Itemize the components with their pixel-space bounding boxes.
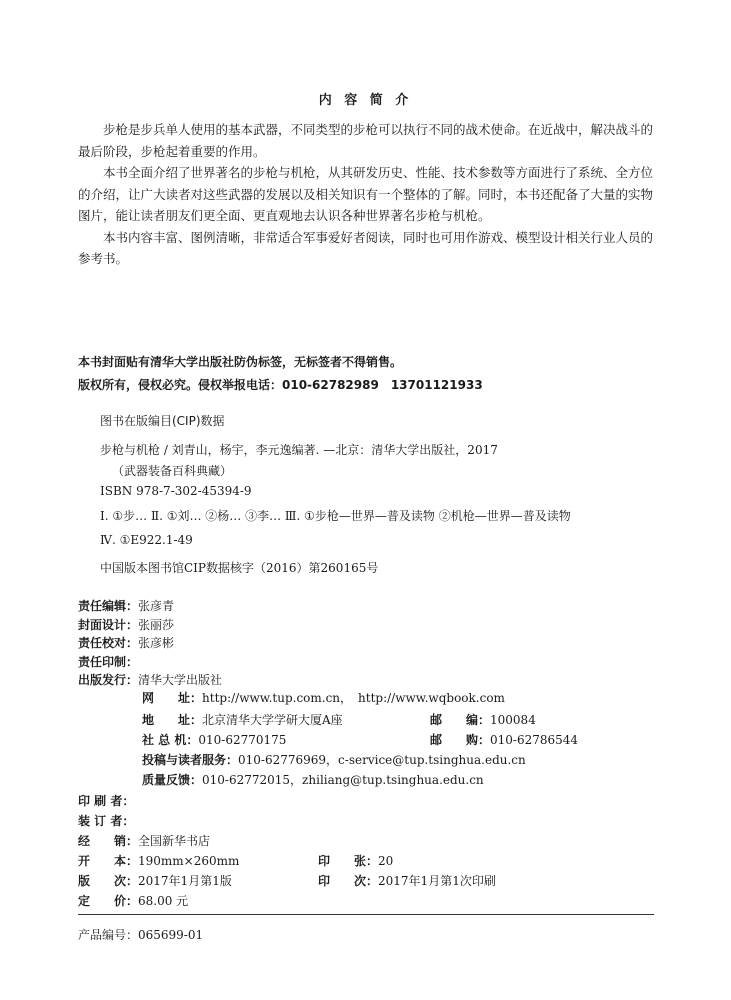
printer-row [78, 792, 134, 809]
quality-label: 质量反馈： [142, 773, 203, 787]
address-label: 地 址： [142, 713, 203, 727]
format-label: 开 本： [78, 854, 139, 868]
intro-paragraph: 步枪是步兵单人使用的基本武器，不同类型的步枪可以执行不同的战术使命。在近战中，解决战斗的最后阶段，步枪起着重要的作用。 [78, 122, 654, 159]
edition-row [78, 872, 232, 889]
cip-series: （武器装备百科典藏） [112, 464, 233, 478]
cip-entry: 步枪与机枪 / 刘青山，杨宇，李元逸编著. —北京：清华大学出版社，2017 [100, 443, 498, 457]
binder-label: 装 订 者： [78, 814, 135, 828]
edition-label: 版 次： [78, 874, 139, 888]
publisher-value: 清华大学出版社 [138, 673, 223, 687]
price-label: 定 价： [78, 894, 139, 908]
distributor-value: 全国新华书店 [138, 834, 211, 848]
proof-value: 张彦彬 [138, 636, 175, 650]
switchboard-value: 010-62770175 [198, 733, 287, 747]
publisher-row [78, 671, 222, 688]
service-row [142, 751, 526, 768]
editor-label: 责任编辑： [78, 599, 139, 613]
format-value: 190mm×260mm [138, 854, 240, 868]
postcode-row [430, 711, 536, 728]
postcode-label: 邮 编： [430, 713, 491, 727]
cover-row [78, 616, 174, 633]
mailorder-row [430, 731, 578, 748]
cip-isbn: ISBN 978-7-302-45394-9 [100, 484, 252, 498]
sheets-row [318, 852, 393, 869]
binder-row [78, 812, 134, 829]
cover-value: 张丽莎 [138, 618, 175, 632]
mailorder-label: 邮 购： [430, 733, 491, 747]
service-value: 010-62776969，c-service@tup.tsinghua.edu.cn [238, 753, 526, 767]
impression-value: 2017年1月第1次印刷 [378, 874, 496, 888]
service-label: 投稿与读者服务： [142, 753, 239, 767]
cip-record: 中国版本图书馆CIP数据核字（2016）第260165号 [100, 561, 379, 575]
proof-row [78, 634, 174, 651]
intro-paragraph: 本书内容丰富、图例清晰，非常适合军事爱好者阅读，同时也可用作游戏、模型设计相关行业人员的参考书。 [78, 229, 654, 266]
impression-row [318, 872, 496, 889]
price-row [78, 892, 188, 909]
print-resp-row [78, 653, 138, 670]
editor-value: 张彦青 [138, 599, 175, 613]
sheets-label: 印 张： [318, 854, 379, 868]
intro-paragraph: 本书全面介绍了世界著名的步枪与机枪，从其研发历史、性能、技术参数等方面进行了系统、全方位的介绍，让广大读者对这些武器的发展以及相关知识有一个整体的了解。同时，本书还配备了大量的实物图片，能让读者朋友们更全面、更直观地去认识各种世界著名步枪与机枪。 [78, 165, 654, 223]
impression-label: 印 次： [318, 874, 379, 888]
cover-label: 封面设计： [78, 618, 139, 632]
format-row [78, 852, 239, 869]
sheets-value: 20 [378, 854, 394, 868]
postcode-value: 100084 [490, 713, 536, 727]
publisher-label: 出版发行： [78, 673, 139, 687]
product-code: 产品编号：065699-01 [78, 928, 204, 942]
web-value: http://www.tup.com.cn， http://www.wqbook.com [202, 691, 505, 705]
mailorder-value: 010-62786544 [490, 733, 579, 747]
quality-row [142, 771, 484, 788]
copyright-notice: 版权所有，侵权必究。侵权举报电话：010-62782989 13701121933 [78, 378, 483, 392]
proof-label: 责任校对： [78, 636, 139, 650]
web-row [142, 689, 505, 706]
intro-title: 内 容 简 介 [318, 93, 413, 108]
switchboard-row [142, 731, 286, 748]
cip-heading: 图书在版编目(CIP)数据 [100, 414, 225, 428]
cip-subjects: Ⅰ. ①步… Ⅱ. ①刘… ②杨… ③李… Ⅲ. ①步枪—世界—普及读物 ②机枪—世界—普及读物 [100, 509, 571, 523]
switchboard-label: 社 总 机： [142, 733, 199, 747]
address-row [142, 711, 343, 728]
distributor-row [78, 832, 210, 849]
price-value: 68.00 元 [138, 894, 189, 908]
edition-value: 2017年1月第1版 [138, 874, 232, 888]
editor-row [78, 597, 174, 614]
address-value: 北京清华大学学研大厦A座 [202, 713, 343, 727]
anti-counterfeit-notice: 本书封面贴有清华大学出版社防伪标签，无标签者不得销售。 [78, 355, 403, 369]
distributor-label: 经 销： [78, 834, 139, 848]
web-label: 网 址： [142, 691, 203, 705]
intro-body [78, 119, 663, 270]
printer-label: 印 刷 者： [78, 794, 135, 808]
print-resp-label: 责任印制： [78, 655, 139, 669]
quality-value: 010-62772015，zhiliang@tup.tsinghua.edu.cn [202, 773, 484, 787]
footer-divider [78, 914, 654, 915]
cip-classification: Ⅳ. ①E922.1-49 [100, 533, 193, 547]
